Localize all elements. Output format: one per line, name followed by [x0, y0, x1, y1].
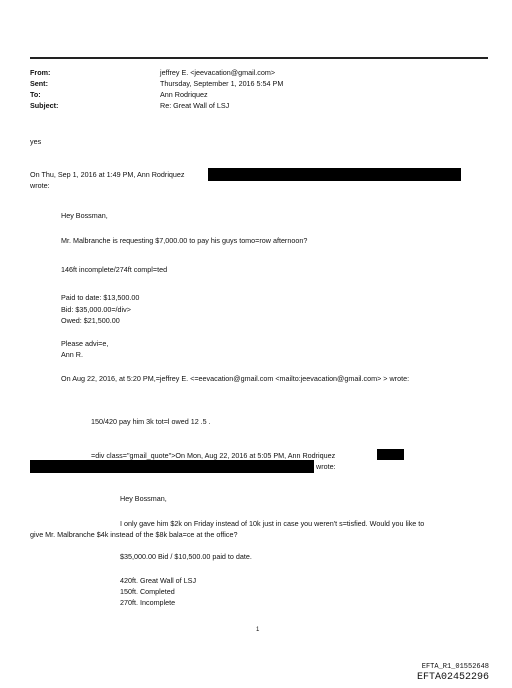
footer-id-small: EFTA_R1_01552648 — [421, 663, 489, 671]
to-value: Ann Rodriquez — [160, 90, 208, 99]
paid-line: Paid to date: $13,500.00 — [61, 293, 140, 302]
subject-label: Subject: — [30, 101, 59, 110]
signoff-line: Ann R. — [61, 350, 83, 359]
quote2-line: On Aug 22, 2016, at 5:20 PM,=jeffrey E. <=eevacation@gmail.com <mailto:jeevacation@gmail.com> > wrote: — [61, 374, 410, 383]
request-line: Mr. Malbranche is requesting $7,000.00 to pay his guys tomo=row afternoon? — [61, 236, 308, 245]
wall-incomplete-line: 270ft. Incomplete — [120, 598, 176, 607]
from-value: jeffrey E. <jeevacation@gmail.com> — [160, 68, 276, 77]
redaction-bar — [377, 449, 404, 460]
greeting-2: Hey Bossman, — [120, 494, 167, 503]
owed-line: Owed: $21,500.00 — [61, 316, 120, 325]
gave-line-2: give Mr. Malbranche $4k instead of the $8k bala=ce at the office? — [30, 530, 238, 539]
greeting-1: Hey Bossman, — [61, 211, 108, 220]
wall-completed-line: 150ft. Completed — [120, 587, 175, 596]
quote1-line1: On Thu, Sep 1, 2016 at 1:49 PM, Ann Rodriquez — [30, 170, 185, 179]
header-rule — [30, 57, 488, 59]
from-label: From: — [30, 68, 51, 77]
gave-line-1: I only gave him $2k on Friday instead of 10k just in case you weren't s=tisfied. Would you like to — [120, 519, 425, 528]
reply-text: yes — [30, 137, 42, 146]
footer-id-large: EFTA02452296 — [416, 672, 489, 683]
quote1-line2: wrote: — [30, 181, 50, 190]
page-number: 1 — [256, 627, 260, 633]
note-line: 150/420 pay him 3k tot=l owed 12 .5 . — [91, 417, 211, 426]
quote3-line2: wrote: — [316, 462, 336, 471]
wall-total-line: 420ft. Great Wall of LSJ — [120, 576, 197, 585]
to-label: To: — [30, 90, 41, 99]
bid-line: Bid: $35,000.00=/div> — [61, 305, 131, 314]
totals-line: $35,000.00 Bid / $10,500.00 paid to date. — [120, 552, 252, 561]
quote3-line1: =div class="gmail_quote">On Mon, Aug 22, 2016 at 5:05 PM, Ann Rodriquez — [91, 451, 336, 460]
sent-value: Thursday, September 1, 2016 5:54 PM — [160, 79, 284, 88]
sent-label: Sent: — [30, 79, 48, 88]
redaction-bar — [30, 460, 314, 473]
advise-line: Please advi=e, — [61, 339, 109, 348]
redaction-bar — [208, 168, 461, 181]
progress-line: 146ft incomplete/274ft compl=ted — [61, 265, 168, 274]
subject-value: Re: Great Wall of LSJ — [160, 101, 230, 110]
